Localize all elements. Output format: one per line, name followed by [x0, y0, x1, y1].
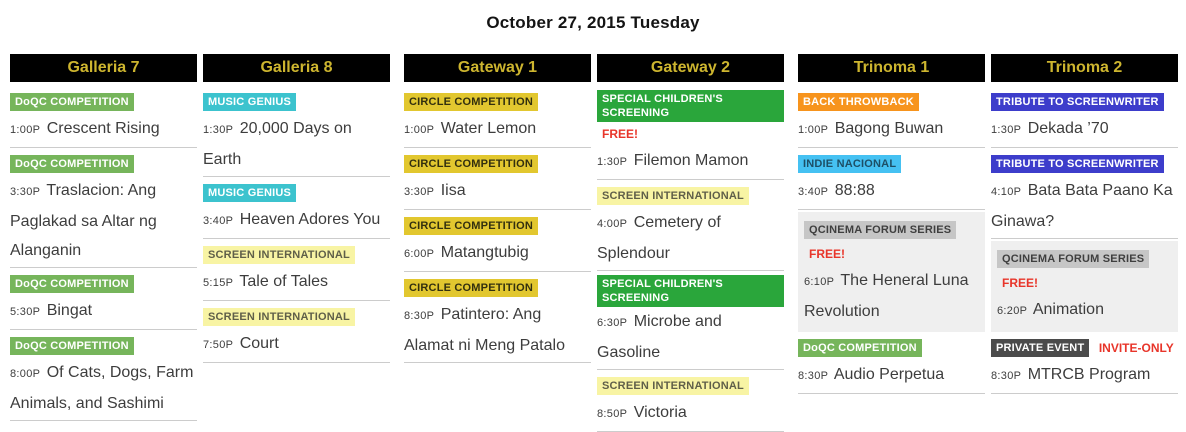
screening-badges [597, 275, 784, 307]
free-tag: FREE! [602, 127, 638, 141]
screening-badges [404, 214, 591, 238]
screening-title-line [798, 114, 985, 145]
screening-badges [597, 90, 784, 146]
screening-title: Tale of Tales [239, 273, 329, 290]
category-badge: SCREEN INTERNATIONAL [203, 246, 355, 264]
screening-time: 8:30P [991, 370, 1022, 383]
venue-column-galleria-8 [203, 54, 390, 432]
screening-title-line [597, 398, 784, 429]
category-badge: DoQC COMPETITION [10, 155, 134, 173]
screening-item [203, 301, 390, 363]
screening-time: 3:30P [404, 186, 435, 198]
category-badge: PRIVATE EVENT [991, 339, 1089, 357]
screening-item [203, 239, 390, 301]
screening-title: Crescent Rising [46, 120, 160, 137]
screening-item [10, 86, 197, 148]
screening-item [798, 332, 985, 394]
screening-badges [10, 272, 197, 296]
venue-header: Galleria 8 [203, 54, 390, 82]
screening-item [404, 86, 591, 148]
screening-item [991, 332, 1178, 394]
venue-column-galleria-7 [10, 54, 197, 432]
category-badge: SCREEN INTERNATIONAL [203, 308, 355, 326]
screening-title-line [404, 114, 591, 145]
screening-title-line [10, 176, 197, 265]
screening-item-highlighted [798, 212, 985, 332]
screening-title: Bingat [46, 302, 93, 319]
screening-title: 88:88 [834, 182, 875, 199]
screening-time: 1:30P [203, 124, 234, 136]
screening-item [404, 272, 591, 363]
screening-item [404, 148, 591, 210]
screening-badges [991, 336, 1178, 360]
screening-item [597, 271, 784, 370]
screening-title-line [991, 360, 1178, 391]
screening-item [10, 148, 197, 268]
screening-title: Iisa [440, 182, 466, 199]
screening-title: Traslacion: Ang Paglakad sa Altar ng Alanganin [10, 182, 157, 259]
screening-time: 4:10P [991, 186, 1022, 198]
category-badge: CIRCLE COMPETITION [404, 93, 538, 111]
category-badge: SPECIAL CHILDREN'S SCREENING [597, 90, 784, 122]
screening-item [597, 86, 784, 180]
screening-title-line [798, 176, 985, 207]
screening-title-line [597, 146, 784, 177]
screening-item [798, 86, 985, 148]
screening-time: 6:20P [997, 305, 1028, 318]
screening-time: 1:00P [798, 124, 829, 136]
category-badge: CIRCLE COMPETITION [404, 217, 538, 235]
venue-header: Galleria 7 [10, 54, 197, 82]
screening-title-line [597, 307, 784, 367]
screening-item [203, 177, 390, 239]
screening-item [404, 210, 591, 272]
screening-item [203, 86, 390, 177]
screening-title-line [203, 329, 390, 360]
screening-item [798, 148, 985, 210]
screening-title-line [10, 296, 197, 327]
screening-time: 5:15P [203, 277, 234, 289]
schedule-grid [10, 54, 1176, 432]
screening-badges [798, 90, 985, 114]
screening-title-line [798, 360, 985, 391]
screening-time: 3:40P [798, 186, 829, 198]
venue-group-galleria [10, 54, 390, 432]
screening-item [10, 330, 197, 421]
venue-group-gateway [404, 54, 784, 432]
screening-title: Matangtubig [440, 244, 529, 261]
screening-time: 1:00P [404, 124, 435, 136]
screening-badges [10, 90, 197, 114]
screening-title-line [10, 114, 197, 145]
screening-badges [404, 152, 591, 176]
screening-title: Water Lemon [440, 120, 537, 137]
screening-item [10, 268, 197, 330]
screening-time: 3:40P [203, 215, 234, 227]
category-badge: DoQC COMPETITION [798, 339, 922, 357]
category-badge: TRIBUTE TO SCREENWRITER [991, 93, 1164, 111]
venue-header: Trinoma 1 [798, 54, 985, 82]
screening-time: 8:00P [10, 368, 41, 380]
screening-badges [203, 243, 390, 267]
free-tag: FREE! [1002, 276, 1038, 290]
category-badge: MUSIC GENIUS [203, 184, 296, 202]
screening-badges [404, 90, 591, 114]
screening-title: Animation [1032, 301, 1104, 319]
screening-title: 20,000 Days on Earth [203, 120, 352, 168]
screening-time: 1:00P [10, 124, 41, 136]
screening-title: Filemon Mamon [633, 152, 749, 170]
category-badge: TRIBUTE TO SCREENWRITER [991, 155, 1164, 173]
screening-time: 5:30P [10, 306, 41, 318]
screening-badges [10, 334, 197, 358]
category-badge: QCINEMA FORUM SERIES [804, 221, 956, 239]
screening-title-line [203, 205, 390, 236]
screening-title: Audio Perpetua [833, 366, 945, 384]
page-title: October 27, 2015 Tuesday [486, 13, 700, 32]
venue-column-trinoma-1 [798, 54, 985, 432]
screening-time: 7:50P [203, 339, 234, 351]
screening-badges [991, 152, 1178, 176]
screening-time: 8:30P [404, 310, 435, 322]
category-badge: SPECIAL CHILDREN'S SCREENING [597, 275, 784, 307]
screening-badges [991, 90, 1178, 114]
category-badge: INDIE NACIONAL [798, 155, 901, 173]
screening-title-line [404, 238, 591, 269]
screening-time: 8:30P [798, 370, 829, 383]
venue-group-trinoma [798, 54, 1178, 432]
screening-badges [798, 336, 985, 360]
screening-title-line [203, 267, 390, 298]
invite-only-tag: INVITE-ONLY [1098, 341, 1174, 356]
screening-title: Heaven Adores You [239, 211, 381, 228]
screening-badges [597, 374, 784, 398]
screening-time: 1:30P [991, 124, 1022, 136]
free-tag: FREE! [809, 247, 845, 261]
venue-column-trinoma-2 [991, 54, 1178, 432]
screening-badges [203, 305, 390, 329]
category-badge: DoQC COMPETITION [10, 337, 134, 355]
screening-badges [804, 218, 981, 266]
screening-title-line [991, 114, 1178, 145]
screening-time: 6:10P [804, 276, 835, 289]
screening-title: MTRCB Program [1027, 366, 1151, 384]
venue-column-gateway-1 [404, 54, 591, 432]
screening-title-line [10, 358, 197, 418]
screening-title-line [597, 208, 784, 268]
screening-title: Bata Bata Paano Ka Ginawa? [991, 182, 1173, 230]
screening-title: Cemetery of Splendour [597, 214, 721, 263]
category-badge: CIRCLE COMPETITION [404, 155, 538, 173]
screening-badges [203, 181, 390, 205]
screening-badges [997, 247, 1174, 295]
screening-title-line [404, 176, 591, 207]
screening-badges [798, 152, 985, 176]
screening-time: 3:30P [10, 186, 41, 198]
screening-badges [10, 152, 197, 176]
category-badge: DoQC COMPETITION [10, 275, 134, 293]
screening-badges [203, 90, 390, 114]
screening-title: Bagong Buwan [834, 120, 944, 137]
screening-title-line [203, 114, 390, 174]
screening-time: 4:00P [597, 218, 628, 231]
screening-time: 8:50P [597, 408, 628, 421]
screening-item-highlighted [991, 241, 1178, 332]
screening-item [991, 148, 1178, 239]
screening-title: The Heneral Luna Revolution [804, 272, 969, 321]
screening-time: 6:30P [597, 317, 628, 330]
screening-item [597, 370, 784, 432]
screening-title: Victoria [633, 404, 687, 422]
category-badge: QCINEMA FORUM SERIES [997, 250, 1149, 268]
venue-column-gateway-2 [597, 54, 784, 432]
screening-time: 1:30P [597, 156, 628, 169]
screening-title: Court [239, 335, 279, 352]
screening-badges [404, 276, 591, 300]
screening-time: 6:00P [404, 248, 435, 260]
screening-title-line [997, 295, 1174, 326]
screening-item [991, 86, 1178, 148]
venue-header: Trinoma 2 [991, 54, 1178, 82]
screening-title-line [404, 300, 591, 360]
screening-title: Microbe and Gasoline [597, 313, 722, 362]
category-badge: SCREEN INTERNATIONAL [597, 187, 749, 205]
category-badge: MUSIC GENIUS [203, 93, 296, 111]
category-badge: BACK THROWBACK [798, 93, 919, 111]
screening-title: Of Cats, Dogs, Farm Animals, and Sashimi [10, 364, 194, 412]
screening-title: Patintero: Ang Alamat ni Meng Patalo [404, 306, 565, 354]
screening-title-line [991, 176, 1178, 236]
screening-title-line [804, 266, 981, 326]
venue-header: Gateway 1 [404, 54, 591, 82]
screening-item [597, 180, 784, 271]
category-badge: DoQC COMPETITION [10, 93, 134, 111]
category-badge: SCREEN INTERNATIONAL [597, 377, 749, 395]
venue-header: Gateway 2 [597, 54, 784, 82]
screening-badges [597, 184, 784, 208]
screening-title: Dekada ’70 [1027, 120, 1109, 137]
category-badge: CIRCLE COMPETITION [404, 279, 538, 297]
